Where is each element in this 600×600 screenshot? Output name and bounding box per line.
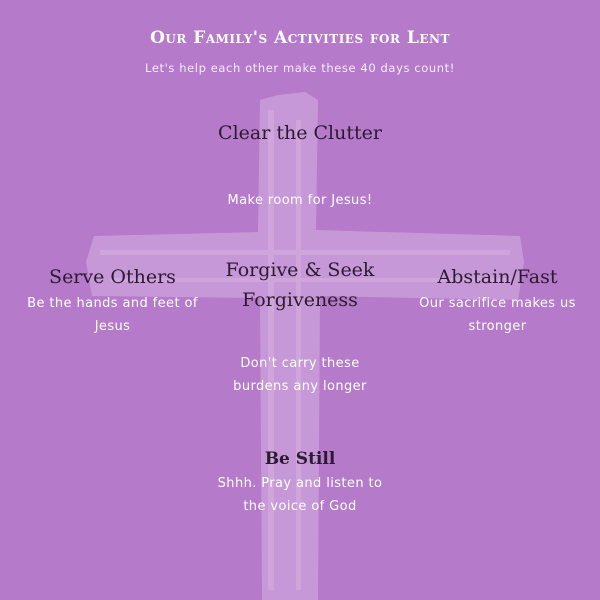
activity-abstain-desc: Our sacrifice makes us stronger <box>419 296 576 334</box>
activity-serve-others-title: Serve Others <box>49 266 176 288</box>
activity-be-still-desc: Shhh. Pray and listen to the voice of God <box>217 476 383 514</box>
activity-forgive-desc: Don't carry these burdens any longer <box>233 356 367 394</box>
activity-be-still-title: Be Still <box>264 449 336 469</box>
activity-clear-clutter-title: Clear the Clutter <box>218 122 382 144</box>
activity-abstain-title: Abstain/Fast <box>437 266 558 288</box>
activity-clear-clutter-desc: Make room for Jesus! <box>227 193 373 208</box>
poster-title: Our Family's Activities for Lent <box>150 28 450 48</box>
activity-forgive-title: Forgive & Seek Forgiveness <box>225 259 375 311</box>
poster-subtitle: Let's help each other make these 40 days count! <box>145 61 455 75</box>
activity-serve-others-desc: Be the hands and feet of Jesus <box>27 296 198 334</box>
